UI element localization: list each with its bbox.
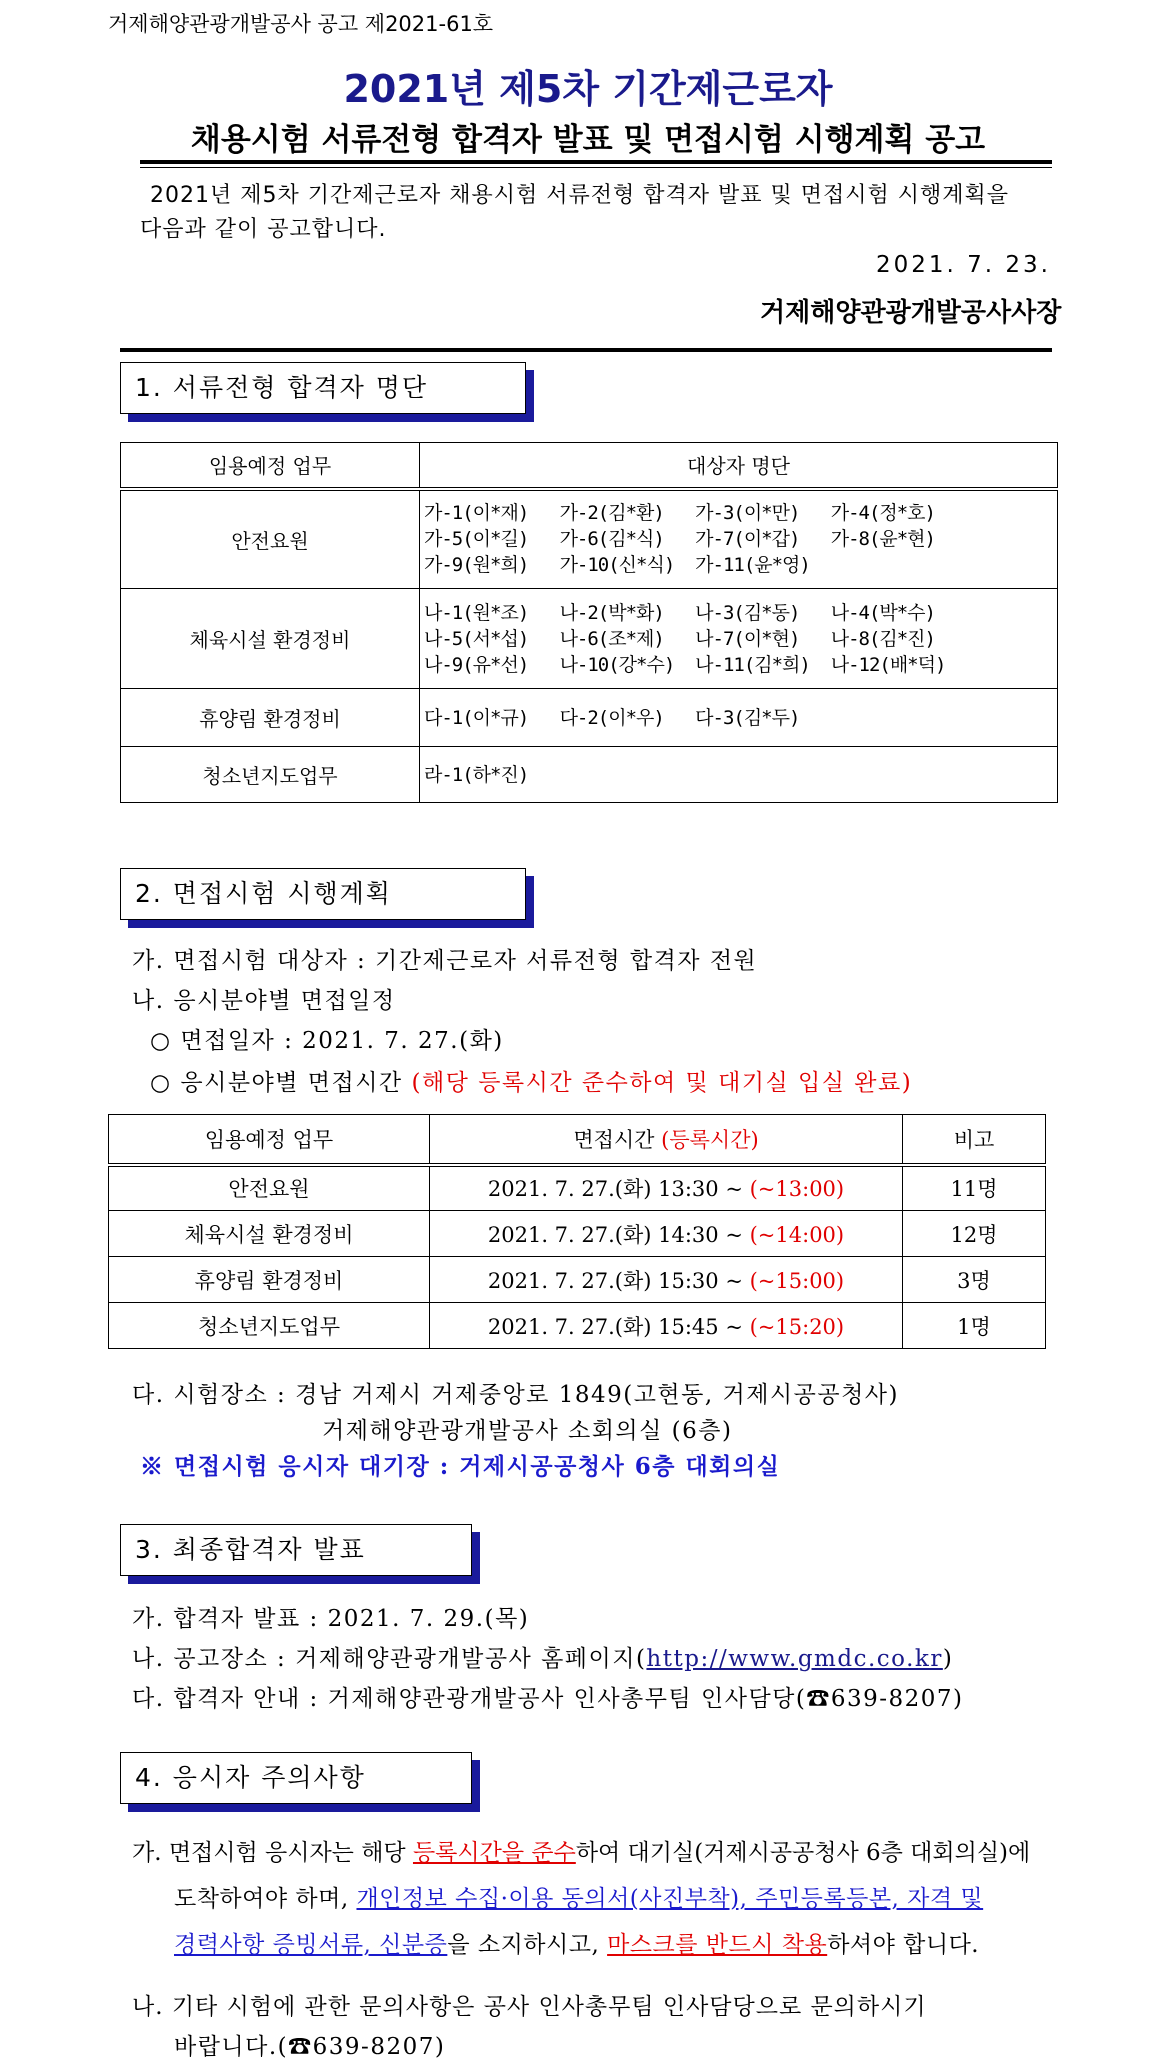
interview-schedule-heading: 나. 응시분야별 면접일정: [132, 988, 396, 1014]
reg-header-label: (등록시간): [661, 1127, 759, 1152]
task-cell: 체육시설 환경정비: [121, 589, 420, 689]
interview-schedule-table: [108, 1114, 1046, 1349]
title-rule: [140, 160, 1052, 164]
intro-text: 2021년 제5차 기간제근로자 채용시험 서류전형 합격자 발표 및 면접시험 시행계획을: [150, 183, 1009, 208]
task-cell: 휴양림 환경정비: [121, 689, 420, 747]
applicant-list-table: [120, 442, 1058, 803]
time-cell: [430, 1303, 903, 1349]
task-cell: 체육시설 환경정비: [109, 1211, 430, 1257]
time-header-label: 면접시간: [573, 1127, 662, 1152]
table-row: [109, 1165, 1046, 1211]
interview-time-label: ○ 응시분야별 면접시간: [150, 1070, 412, 1096]
reg-time-value: (~13:00): [749, 1177, 845, 1202]
reg-time-value: (~15:20): [749, 1314, 845, 1339]
names-line: 라-1(하*진): [424, 763, 529, 786]
task-cell: 휴양림 환경정비: [109, 1257, 430, 1303]
caution-blue: 경력사항 증빙서류, 신분증: [174, 1932, 448, 1958]
task-cell: 청소년지도업무: [109, 1303, 430, 1349]
col-header-task: 임용예정 업무: [121, 443, 420, 489]
task-cell: 청소년지도업무: [121, 747, 420, 803]
result-date: 가. 합격자 발표 : 2021. 7. 29.(목): [132, 1606, 530, 1632]
note-cell: 3명: [903, 1257, 1046, 1303]
col-header-task: 임용예정 업무: [109, 1115, 430, 1165]
table-row: [121, 747, 1058, 803]
result-contact: 다. 합격자 안내 : 거제해양관광개발공사 인사총무팀 인사담당(☎639-8207): [132, 1686, 964, 1712]
result-place-close: ): [942, 1646, 954, 1672]
exam-room: 거제해양관광개발공사 소회의실 (6층): [322, 1418, 733, 1444]
names-cell: [420, 489, 1058, 589]
waiting-room-note: ※ 면접시험 응시자 대기장 : 거제시공공청사 6층 대회의실: [140, 1453, 781, 1480]
reg-time-value: (~15:00): [749, 1268, 845, 1293]
task-cell: 안전요원: [121, 489, 420, 589]
time-cell: [430, 1211, 903, 1257]
title-rule-thin: [140, 167, 1052, 168]
caution-text: 가. 면접시험 응시자는 해당: [132, 1840, 413, 1866]
page-title: 2021년 제5차 기간제근로자: [343, 67, 833, 111]
caution-na-line1: 나. 기타 시험에 관한 문의사항은 공사 인사총무팀 인사담당으로 문의하시기: [132, 1994, 927, 2020]
caution-ga-line2: [174, 1880, 983, 1913]
note-cell: 12명: [903, 1211, 1046, 1257]
exam-location: 다. 시험장소 : 경남 거제시 거제중앙로 1849(고현동, 거제시공공청사): [132, 1382, 899, 1408]
section1-heading: [120, 362, 526, 414]
notice-number: 거제해양관광개발공사 공고 제2021-61호: [108, 12, 494, 36]
time-cell: [430, 1257, 903, 1303]
names-line: 나-9(유*선) 나-10(강*수) 나-11(김*희) 나-12(배*덕): [424, 653, 946, 676]
section3-title: 3. 최종합격자 발표: [135, 1535, 366, 1564]
table-row: [121, 589, 1058, 689]
section4-heading: [120, 1752, 472, 1804]
caution-ga-line1: [132, 1834, 1030, 1867]
caution-text: 을 소지하시고,: [447, 1932, 608, 1958]
interview-target: 가. 면접시험 대상자 : 기간제근로자 서류전형 합격자 전원: [132, 948, 758, 974]
names-line: 가-5(이*길) 가-6(김*식) 가-7(이*갑) 가-8(윤*현): [424, 528, 935, 551]
section3-heading: [120, 1524, 472, 1576]
caution-ga-line3: [174, 1926, 979, 1959]
section4-title: 4. 응시자 주의사항: [135, 1763, 366, 1792]
caution-text: 도착하여야 하며,: [174, 1886, 357, 1912]
names-cell: [420, 589, 1058, 689]
time-value: 2021. 7. 27.(화) 15:30 ~: [487, 1268, 750, 1293]
caution-text: 하여 대기실(거제시공공청사 6층 대회의실)에: [575, 1840, 1031, 1866]
col-header-note: 비고: [903, 1115, 1046, 1165]
interview-date: ○ 면접일자 : 2021. 7. 27.(화): [150, 1028, 504, 1054]
task-cell: 안전요원: [109, 1165, 430, 1211]
names-line: 나-1(원*조) 나-2(박*화) 나-3(김*동) 나-4(박*수): [424, 601, 935, 624]
caution-red: 마스크를 반드시 착용: [607, 1932, 828, 1958]
issuer: 거제해양관광개발공사사장: [760, 298, 1062, 328]
col-header-names: 대상자 명단: [420, 443, 1058, 489]
table-row: [109, 1257, 1046, 1303]
reg-time-value: (~14:00): [749, 1222, 845, 1247]
table-row: [121, 689, 1058, 747]
header-divider: [120, 348, 1052, 352]
intro-text-2: 다음과 같이 공고합니다.: [140, 217, 387, 242]
time-value: 2021. 7. 27.(화) 14:30 ~: [487, 1222, 750, 1247]
result-place: [132, 1640, 953, 1673]
names-line: 가-1(이*재) 가-2(김*환) 가-3(이*만) 가-4(정*호): [424, 502, 935, 525]
notice-date: 2021. 7. 23.: [876, 252, 1051, 278]
names-line: 나-5(서*섭) 나-6(조*제) 나-7(이*현) 나-8(김*진): [424, 627, 935, 650]
time-value: 2021. 7. 27.(화) 13:30 ~: [487, 1177, 750, 1202]
time-cell: [430, 1165, 903, 1211]
table-row: [109, 1303, 1046, 1349]
section1-title: 1. 서류전형 합격자 명단: [135, 373, 429, 402]
interview-time-heading: [150, 1064, 912, 1097]
names-line: 가-9(원*희) 가-10(신*식) 가-11(윤*영): [424, 554, 810, 577]
caution-red: 등록시간을 준수: [412, 1840, 576, 1866]
section2-title: 2. 면접시험 시행계획: [135, 879, 392, 908]
note-cell: 1명: [903, 1303, 1046, 1349]
time-value: 2021. 7. 27.(화) 15:45 ~: [487, 1314, 750, 1339]
caution-na-line2: 바랍니다.(☎639-8207): [174, 2034, 446, 2060]
names-line: 다-1(이*규) 다-2(이*우) 다-3(김*두): [424, 706, 800, 729]
page-subtitle: 채용시험 서류전형 합격자 발표 및 면접시험 시행계획 공고: [190, 122, 986, 158]
caution-text: 하셔야 합니다.: [827, 1932, 980, 1958]
names-cell: [420, 689, 1058, 747]
registration-warning: (해당 등록시간 준수하여 및 대기실 입실 완료): [411, 1070, 913, 1096]
homepage-link[interactable]: http://www.gmdc.co.kr: [646, 1646, 943, 1672]
table-row: [109, 1211, 1046, 1257]
result-place-label: 나. 공고장소 : 거제해양관광개발공사 홈페이지(: [132, 1646, 647, 1672]
col-header-time: [430, 1115, 903, 1165]
table-row: [121, 489, 1058, 589]
section2-heading: [120, 868, 526, 920]
caution-blue: 개인정보 수집·이용 동의서(사진부착), 주민등록등본, 자격 및: [356, 1886, 984, 1912]
note-cell: 11명: [903, 1165, 1046, 1211]
names-cell: [420, 747, 1058, 803]
